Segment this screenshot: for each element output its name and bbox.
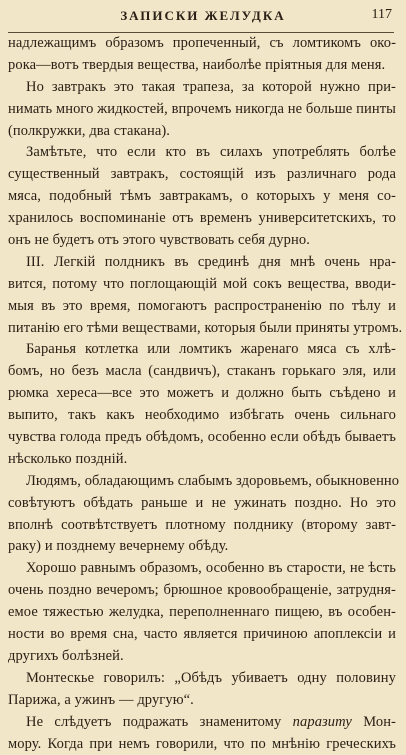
paragraph-start-line: Людямъ, обладающимъ слабымъ здоровьемъ, обыкновенно	[8, 471, 396, 493]
line-segment: Не слѣдуетъ подражать знаменитому	[26, 714, 281, 730]
text-line: совѣтуютъ обѣдать раньше и не ужинать поздно. Но это	[8, 493, 396, 515]
text-line: хранилось воспоминаніе отъ временъ университетскихъ, то	[8, 208, 396, 230]
text-line: вится, потому что поглощающій мой сокъ вещества, вводи-	[8, 274, 396, 296]
text-line: мяса, подобный тѣмъ завтракамъ, о которыхъ у меня со-	[8, 186, 396, 208]
page-number: 117	[372, 7, 392, 23]
text-line: очень поздно вечеромъ; брюшное кровообращеніе, затрудня-	[8, 580, 396, 602]
italic-emphasis: паразиту	[293, 714, 352, 730]
text-line: рюмка хереса—все это можетъ и должно быть съѣдено и	[8, 383, 396, 405]
text-line: бомъ, но безъ масла (сандвичъ), стаканъ горькаго эля, или	[8, 361, 396, 383]
text-line: нимать много жидкостей, впрочемъ никогда не больше пинты	[8, 99, 396, 121]
text-line: надлежащимъ образомъ пропеченный, съ ломтикомъ око-	[8, 33, 396, 55]
text-line: емое тяжестью желудка, переполненнаго пищею, въ особен-	[8, 602, 396, 624]
paragraph-start-line: Монтескье говорилъ: „Обѣдъ убиваетъ одну половину	[8, 668, 396, 690]
paragraph-start-line	[8, 712, 396, 734]
page-header	[0, 8, 406, 30]
text-line: ности во время сна, часто является причиною апоплексіи и	[8, 624, 396, 646]
text-line: выпито, такъ какъ необходимо избѣгать очень сильнаго	[8, 405, 396, 427]
text-line: чувства голода предъ обѣдомъ, особенно если обѣдъ бываетъ	[8, 427, 396, 449]
paragraph-start-line: Баранья котлетка или ломтикъ жаренаго мяса съ хлѣ-	[8, 339, 396, 361]
paragraph-start-line: Хорошо равнымъ образомъ, особенно въ старости, не ѣсть	[8, 558, 396, 580]
line-segment: Мон-	[363, 714, 396, 730]
text-line: мору. Когда при немъ говорили, что по мнѣнію греческихъ	[8, 734, 396, 755]
text-line: онъ не будетъ отъ этого чувствовать себя дурно.	[8, 230, 396, 252]
text-line: мыя въ это время, помогаютъ распространенію по тѣлу и	[8, 296, 396, 318]
body-text	[8, 33, 396, 755]
text-line: вполнѣ соотвѣтствуетъ плотному полднику (второму завт-	[8, 515, 396, 537]
text-line: (полкружки, два стакана).	[8, 121, 396, 143]
paragraph-start-line: Но завтракъ это такая трапеза, за которой нужно при-	[8, 77, 396, 99]
text-line: раку) и позднему вечернему обѣду.	[8, 536, 396, 558]
text-line: Парижа, а ужинъ — другую“.	[8, 690, 396, 712]
text-line: рока—вотъ твердыя вещества, наиболѣе пріятныя для меня.	[8, 55, 396, 77]
running-title: ЗАПИСКИ ЖЕЛУДКА	[0, 8, 406, 24]
text-line: существенный завтракъ, состоящій изъ различнаго рода	[8, 164, 396, 186]
text-line: другихъ болѣзней.	[8, 646, 396, 668]
paragraph-start-line: Замѣтьте, что если кто въ силахъ употреблять болѣе	[8, 142, 396, 164]
paragraph-start-line: III. Легкій полдникъ въ срединѣ дня мнѣ очень нра-	[8, 252, 396, 274]
text-line: нѣсколько поздній.	[8, 449, 396, 471]
text-line: питанію его тѣми веществами, которыя были приняты утромъ.	[8, 318, 396, 340]
